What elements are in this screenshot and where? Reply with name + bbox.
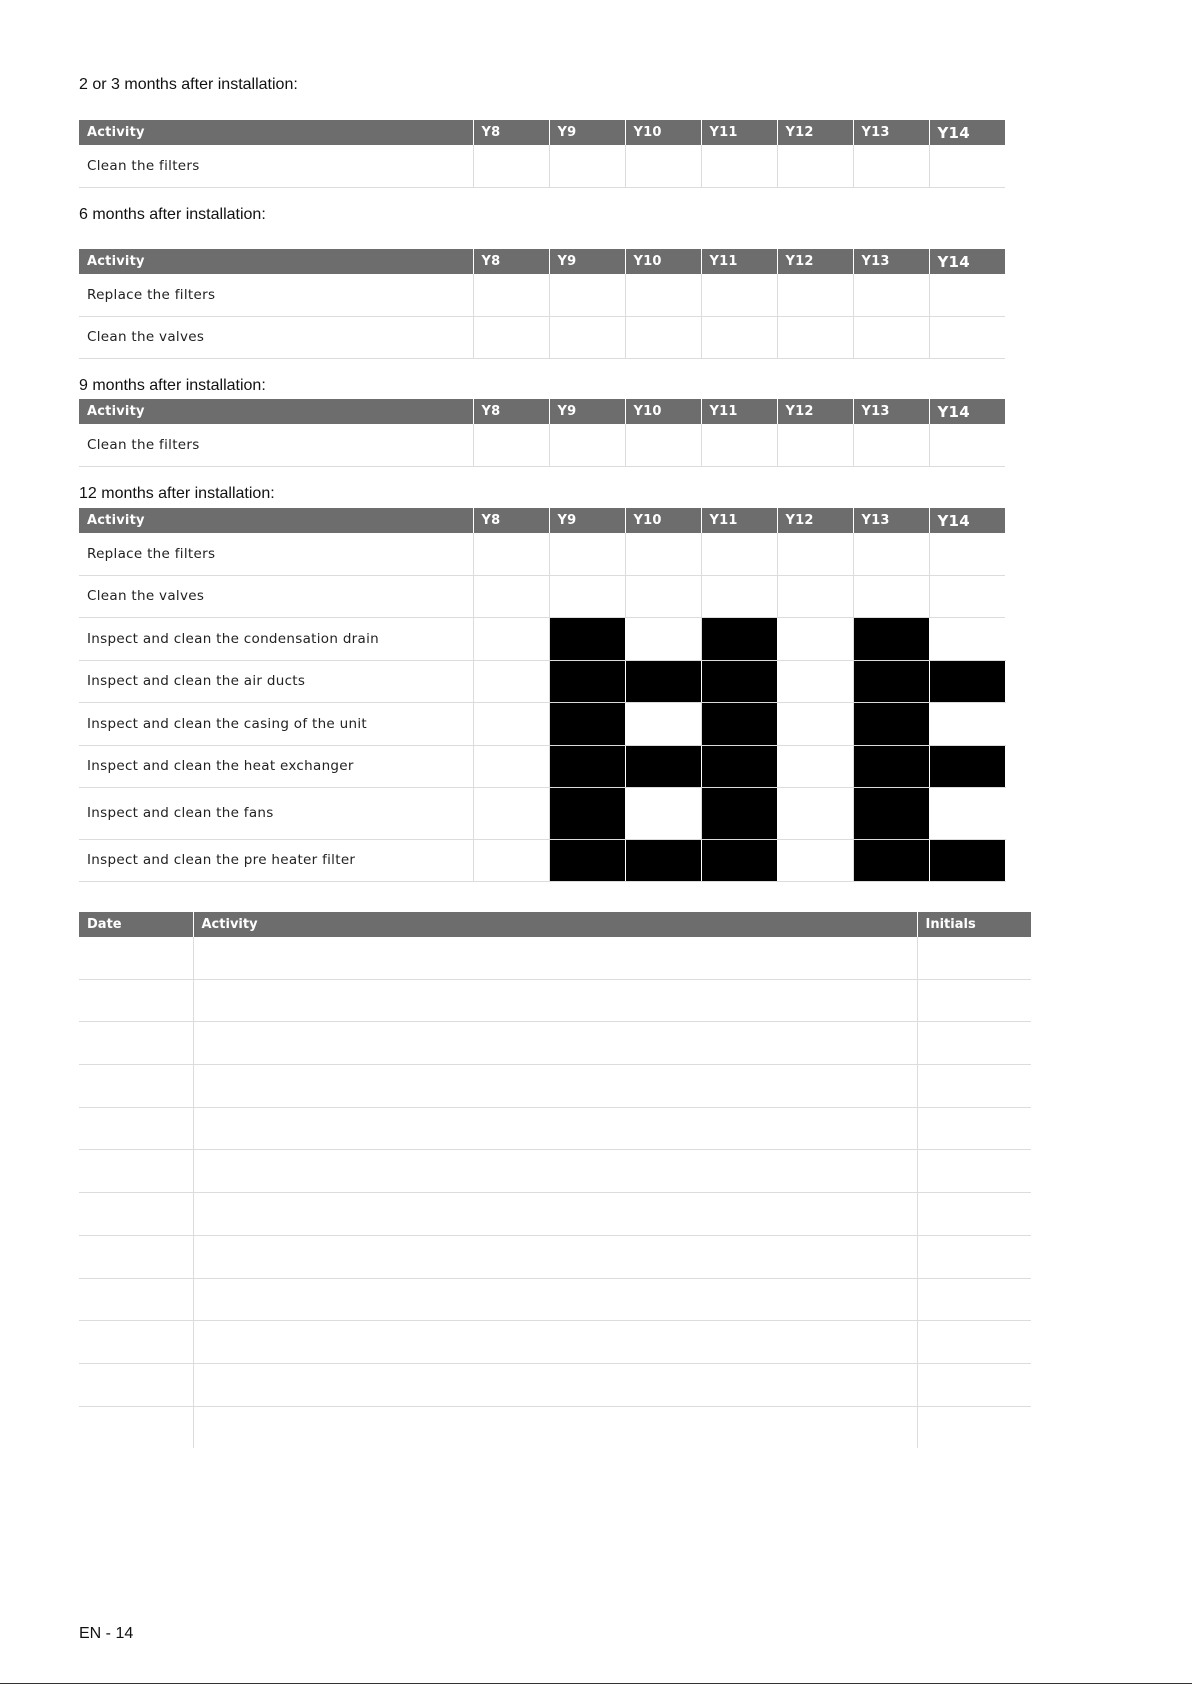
column-header-y8: Y8	[473, 249, 549, 274]
marked-year-cell	[549, 660, 625, 702]
log-row	[79, 1065, 1031, 1108]
empty-year-cell	[777, 660, 853, 702]
log-header-date: Date	[79, 912, 193, 937]
section-heading-6-months: 6 months after installation:	[79, 206, 266, 223]
marked-year-cell	[853, 839, 929, 881]
schedule-row	[79, 702, 1005, 745]
empty-year-cell	[777, 274, 853, 316]
activity-cell: Clean the filters	[79, 424, 473, 466]
section-heading-2-3-months: 2 or 3 months after installation:	[79, 76, 298, 93]
empty-year-cell	[549, 145, 625, 187]
column-header-y11: Y11	[701, 508, 777, 533]
schedule-row	[79, 533, 1005, 575]
empty-year-cell	[473, 745, 549, 787]
schedule-row	[79, 316, 1005, 358]
log-header-activity: Activity	[193, 912, 917, 937]
marked-year-cell	[929, 745, 1005, 787]
activity-cell: Replace the filters	[79, 533, 473, 575]
log-row	[79, 979, 1031, 1022]
marked-year-cell	[625, 839, 701, 881]
empty-year-cell	[549, 533, 625, 575]
log-initials-cell[interactable]	[917, 979, 1031, 1022]
column-header-y14: Y14	[929, 508, 1005, 533]
empty-year-cell	[777, 575, 853, 617]
marked-year-cell	[701, 702, 777, 745]
empty-year-cell	[929, 533, 1005, 575]
bottom-rule	[0, 1683, 1192, 1684]
log-activity-cell[interactable]	[193, 1235, 917, 1278]
column-header-y12: Y12	[777, 120, 853, 145]
log-activity-cell[interactable]	[193, 1278, 917, 1321]
marked-year-cell	[929, 839, 1005, 881]
log-initials-cell[interactable]	[917, 1022, 1031, 1065]
marked-year-cell	[625, 660, 701, 702]
activity-cell: Inspect and clean the heat exchanger	[79, 745, 473, 787]
marked-year-cell	[853, 660, 929, 702]
empty-year-cell	[777, 316, 853, 358]
log-initials-cell[interactable]	[917, 1193, 1031, 1236]
log-activity-cell[interactable]	[193, 937, 917, 979]
schedule-row	[79, 617, 1005, 660]
column-header-activity: Activity	[79, 249, 473, 274]
log-initials-cell[interactable]	[917, 1107, 1031, 1150]
empty-year-cell	[473, 787, 549, 839]
schedule-row	[79, 274, 1005, 316]
empty-year-cell	[473, 617, 549, 660]
log-initials-cell[interactable]	[917, 1321, 1031, 1364]
column-header-y10: Y10	[625, 249, 701, 274]
column-header-y12: Y12	[777, 508, 853, 533]
empty-year-cell	[777, 145, 853, 187]
marked-year-cell	[549, 839, 625, 881]
empty-year-cell	[473, 274, 549, 316]
schedule-row	[79, 660, 1005, 702]
column-header-y11: Y11	[701, 399, 777, 424]
column-header-y8: Y8	[473, 120, 549, 145]
empty-year-cell	[549, 316, 625, 358]
log-date-cell[interactable]	[79, 1363, 193, 1406]
log-date-cell[interactable]	[79, 1150, 193, 1193]
empty-year-cell	[853, 424, 929, 466]
empty-year-cell	[777, 787, 853, 839]
activity-cell: Inspect and clean the pre heater filter	[79, 839, 473, 881]
log-date-cell[interactable]	[79, 1406, 193, 1448]
empty-year-cell	[473, 702, 549, 745]
empty-year-cell	[625, 145, 701, 187]
column-header-y14: Y14	[929, 399, 1005, 424]
column-header-activity: Activity	[79, 508, 473, 533]
empty-year-cell	[853, 274, 929, 316]
column-header-y9: Y9	[549, 399, 625, 424]
section-heading-9-months: 9 months after installation:	[79, 377, 266, 394]
empty-year-cell	[929, 617, 1005, 660]
empty-year-cell	[777, 424, 853, 466]
empty-year-cell	[701, 274, 777, 316]
column-header-y14: Y14	[929, 249, 1005, 274]
column-header-activity: Activity	[79, 120, 473, 145]
empty-year-cell	[625, 316, 701, 358]
log-activity-cell[interactable]	[193, 1022, 917, 1065]
log-row	[79, 1193, 1031, 1236]
marked-year-cell	[853, 745, 929, 787]
empty-year-cell	[929, 145, 1005, 187]
empty-year-cell	[473, 145, 549, 187]
log-initials-cell[interactable]	[917, 1235, 1031, 1278]
log-date-cell[interactable]	[79, 1193, 193, 1236]
log-date-cell[interactable]	[79, 979, 193, 1022]
log-initials-cell[interactable]	[917, 1065, 1031, 1108]
marked-year-cell	[701, 745, 777, 787]
activity-cell: Inspect and clean the condensation drain	[79, 617, 473, 660]
column-header-y9: Y9	[549, 508, 625, 533]
column-header-y14: Y14	[929, 120, 1005, 145]
log-initials-cell[interactable]	[917, 1406, 1031, 1448]
log-initials-cell[interactable]	[917, 1150, 1031, 1193]
column-header-y10: Y10	[625, 399, 701, 424]
empty-year-cell	[853, 316, 929, 358]
empty-year-cell	[777, 533, 853, 575]
empty-year-cell	[625, 274, 701, 316]
empty-year-cell	[549, 274, 625, 316]
empty-year-cell	[701, 533, 777, 575]
schedule-row	[79, 575, 1005, 617]
log-activity-cell[interactable]	[193, 1193, 917, 1236]
log-date-cell[interactable]	[79, 1107, 193, 1150]
log-row	[79, 1022, 1031, 1065]
log-date-cell[interactable]	[79, 937, 193, 979]
column-header-y8: Y8	[473, 508, 549, 533]
empty-year-cell	[929, 424, 1005, 466]
activity-cell: Inspect and clean the air ducts	[79, 660, 473, 702]
empty-year-cell	[473, 839, 549, 881]
empty-year-cell	[625, 617, 701, 660]
empty-year-cell	[625, 702, 701, 745]
log-activity-cell[interactable]	[193, 1363, 917, 1406]
empty-year-cell	[625, 424, 701, 466]
empty-year-cell	[625, 533, 701, 575]
column-header-y12: Y12	[777, 249, 853, 274]
empty-year-cell	[777, 839, 853, 881]
schedule-table-12-months	[79, 508, 1006, 882]
log-header-initials: Initials	[917, 912, 1031, 937]
column-header-y11: Y11	[701, 249, 777, 274]
activity-cell: Inspect and clean the casing of the unit	[79, 702, 473, 745]
log-activity-cell[interactable]	[193, 1107, 917, 1150]
activity-cell: Inspect and clean the fans	[79, 787, 473, 839]
marked-year-cell	[853, 787, 929, 839]
empty-year-cell	[701, 575, 777, 617]
marked-year-cell	[853, 702, 929, 745]
log-row	[79, 937, 1031, 979]
marked-year-cell	[701, 839, 777, 881]
empty-year-cell	[701, 424, 777, 466]
marked-year-cell	[701, 617, 777, 660]
log-initials-cell[interactable]	[917, 937, 1031, 979]
log-row	[79, 1235, 1031, 1278]
empty-year-cell	[853, 533, 929, 575]
empty-year-cell	[929, 787, 1005, 839]
log-activity-cell[interactable]	[193, 979, 917, 1022]
log-activity-cell[interactable]	[193, 1150, 917, 1193]
log-row	[79, 1321, 1031, 1364]
empty-year-cell	[929, 575, 1005, 617]
marked-year-cell	[701, 660, 777, 702]
marked-year-cell	[549, 617, 625, 660]
activity-cell: Clean the filters	[79, 145, 473, 187]
empty-year-cell	[625, 787, 701, 839]
column-header-y10: Y10	[625, 120, 701, 145]
marked-year-cell	[853, 617, 929, 660]
activity-cell: Clean the valves	[79, 316, 473, 358]
log-row	[79, 1150, 1031, 1193]
log-activity-cell[interactable]	[193, 1065, 917, 1108]
empty-year-cell	[473, 316, 549, 358]
column-header-y9: Y9	[549, 120, 625, 145]
schedule-row	[79, 839, 1005, 881]
schedule-row	[79, 787, 1005, 839]
activity-cell: Clean the valves	[79, 575, 473, 617]
log-date-cell[interactable]	[79, 1065, 193, 1108]
log-date-cell[interactable]	[79, 1321, 193, 1364]
empty-year-cell	[473, 424, 549, 466]
page-number: EN - 14	[79, 1625, 134, 1642]
empty-year-cell	[929, 702, 1005, 745]
empty-year-cell	[549, 424, 625, 466]
column-header-y8: Y8	[473, 399, 549, 424]
activity-cell: Replace the filters	[79, 274, 473, 316]
marked-year-cell	[549, 745, 625, 787]
log-row	[79, 1363, 1031, 1406]
column-header-y12: Y12	[777, 399, 853, 424]
empty-year-cell	[473, 660, 549, 702]
marked-year-cell	[625, 745, 701, 787]
log-row	[79, 1107, 1031, 1150]
column-header-y10: Y10	[625, 508, 701, 533]
log-date-cell[interactable]	[79, 1235, 193, 1278]
schedule-table-6-months	[79, 249, 1005, 359]
column-header-y13: Y13	[853, 399, 929, 424]
empty-year-cell	[777, 702, 853, 745]
log-body	[79, 937, 1031, 1448]
log-activity-cell[interactable]	[193, 1321, 917, 1364]
schedule-row	[79, 145, 1005, 187]
log-date-cell[interactable]	[79, 1278, 193, 1321]
column-header-y11: Y11	[701, 120, 777, 145]
schedule-table-9-months	[79, 399, 1005, 467]
empty-year-cell	[929, 316, 1005, 358]
schedule-table-2-3-months	[79, 120, 1005, 188]
marked-year-cell	[929, 660, 1005, 702]
log-initials-cell[interactable]	[917, 1278, 1031, 1321]
log-row	[79, 1278, 1031, 1321]
empty-year-cell	[777, 617, 853, 660]
empty-year-cell	[853, 575, 929, 617]
column-header-y13: Y13	[853, 249, 929, 274]
log-date-cell[interactable]	[79, 1022, 193, 1065]
empty-year-cell	[777, 745, 853, 787]
log-activity-cell[interactable]	[193, 1406, 917, 1448]
schedule-row	[79, 745, 1005, 787]
log-row	[79, 1406, 1031, 1448]
section-heading-12-months: 12 months after installation:	[79, 485, 275, 502]
empty-year-cell	[473, 575, 549, 617]
empty-year-cell	[701, 316, 777, 358]
empty-year-cell	[549, 575, 625, 617]
column-header-y9: Y9	[549, 249, 625, 274]
empty-year-cell	[701, 145, 777, 187]
column-header-activity: Activity	[79, 399, 473, 424]
column-header-y13: Y13	[853, 508, 929, 533]
schedule-row	[79, 424, 1005, 466]
empty-year-cell	[929, 274, 1005, 316]
marked-year-cell	[549, 787, 625, 839]
empty-year-cell	[853, 145, 929, 187]
marked-year-cell	[549, 702, 625, 745]
maintenance-log-table	[79, 912, 1031, 1448]
column-header-y13: Y13	[853, 120, 929, 145]
log-initials-cell[interactable]	[917, 1363, 1031, 1406]
empty-year-cell	[625, 575, 701, 617]
marked-year-cell	[701, 787, 777, 839]
empty-year-cell	[473, 533, 549, 575]
